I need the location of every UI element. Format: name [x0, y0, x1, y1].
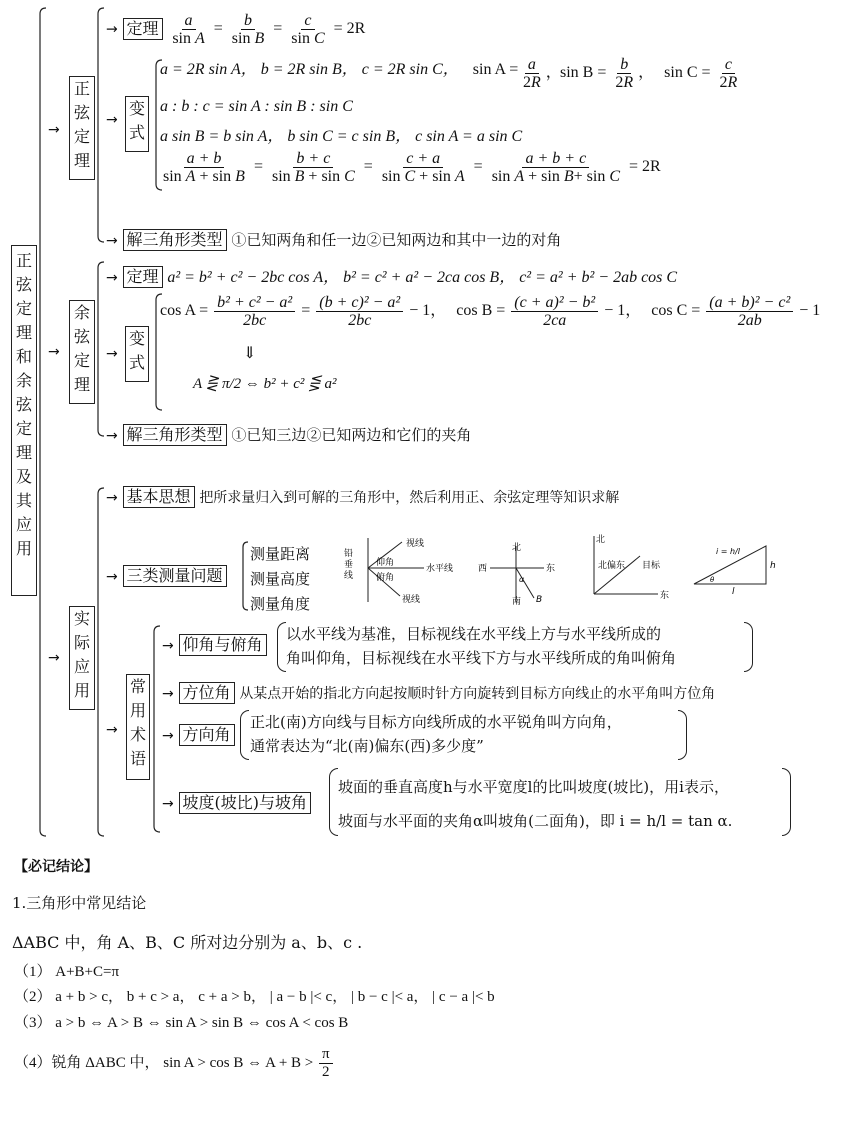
sine-theorem-label: 定理 [123, 18, 163, 40]
d3-north: 北 [596, 535, 606, 545]
d1-vertical-1: 铅 [344, 549, 354, 559]
measure-label: 三类测量问题 [123, 565, 227, 587]
elevation-depression-diagram [340, 534, 470, 606]
elevation-row: → 仰角与俯角 [162, 634, 267, 656]
d1-vertical-3: 线 [344, 571, 354, 581]
cosine-theorem-text: a² = b² + c² − 2bc cos A， b² = c² + a² − 2ca cos B， c² = a² + b² − 2ab cos C [167, 269, 678, 286]
d3-east: 东 [660, 591, 670, 601]
slope-label: 坡度(坡比)与坡角 [179, 792, 312, 814]
sine-theorem-row: → 定理 $\frac{a}{\text{sin A}}$ = $\frac{b}{\text{sin B}}$ = $\frac{c}{\text{sin C}}$ = 2R [106, 12, 366, 47]
measure-row: → 三类测量问题 [106, 565, 227, 587]
direction-text: 正北(南)方向线与目标方向线所成的水平锐角叫方向角， 通常表达为“北(南)偏东(西)多少度” [250, 713, 622, 755]
conclusions-intro: ΔABC 中，角 A、B、C 所对边分别为 a、b、c . [12, 933, 363, 952]
d1-elev: 仰角 [376, 558, 395, 568]
elevation-paren-left [277, 622, 286, 672]
cosine-theorem-label: 定理 [123, 266, 163, 288]
sine-variant-4: $\frac{a + b}{\text{sin A + sin B}}$ = $\frac{b + c}{\text{sin B + sin C}}$ = $\frac{c + a}{\text{sin C + sin A}}$ = $\frac{a + b + c}{\text{sin A + sin B+ sin C}}$ = 2R [163, 150, 661, 185]
azimuth-text: 从某点开始的指北方向起按顺时针方向旋转到目标方向线止的水平角叫方位角 [239, 686, 716, 702]
cosine-branch-box: 余 弦 定 理 [69, 300, 95, 404]
direction-paren-left [240, 710, 249, 760]
cosine-angle-relation: A ⋛ π/2 ⇔ b² + c² ⋚ a² [193, 376, 337, 392]
d2-east: 东 [546, 564, 556, 574]
sine-solve-row: → 解三角形类型 ①已知两角和任一边②已知两边和其中一边的对角 [106, 230, 562, 249]
d4-l: l [732, 587, 735, 596]
practice-branch-box: 实 际 应 用 [69, 606, 95, 710]
basic-idea-text: 把所求量归入到可解的三角形中，然后利用正、余弦定理等知识求解 [199, 490, 620, 506]
cosine-theorem-row: → 定理 a² = b² + c² − 2bc cos A， b² = c² + a² − 2ca cos B， c² = a² + b² − 2ab cos C [106, 267, 678, 286]
conclusions-header: 【必记结论】 [14, 859, 98, 875]
arrow-sine: → [48, 122, 60, 138]
sine-variant-1-frac-a: $\frac{a}{2R}$ ， [523, 56, 562, 91]
sine-variant-2: a : b : c = sin A : sin B : sin C [160, 98, 353, 115]
elevation-text: 以水平线为基准，目标视线在水平线上方与水平线所成的 角叫仰角，目标视线在水平线下方与水平线所成的角叫俯角 [286, 625, 677, 667]
conclusion-3: （3） a > b ⇔ A > B ⇔ sin A > sin B ⇔ cos A < cos B [14, 1015, 349, 1031]
measure-item: 测量角度 [250, 595, 311, 613]
cosine-solve-row: → 解三角形类型 ①已知三边②已知两边和它们的夹角 [106, 425, 472, 444]
d2-south: 南 [512, 597, 522, 606]
conclusion-2: （2） a + b > c， b + c > a， c + a > b， | a − b |< c， | b − c |< a， | c − a |< b [14, 989, 495, 1005]
sine-solve-text: ①已知两角和任一边②已知两边和其中一边的对角 [231, 231, 562, 249]
implies-symbol: ⇓ [243, 345, 257, 362]
direction-angle-diagram [476, 540, 566, 606]
slope-text: 坡面的垂直高度h与水平宽度l的比叫坡度(坡比)，用i表示， 坡面与水平面的夹角α叫坡角(二面角)，即 i = h/l = tan α. [338, 778, 733, 830]
cosine-variant-arrow: → [106, 346, 118, 362]
arrow-practice: → [48, 650, 60, 666]
d3-target: 目标 [642, 561, 661, 571]
basic-idea-label: 基本思想 [123, 486, 195, 508]
sine-solve-label: 解三角形类型 [123, 229, 227, 251]
terms-box: 常 用 术 语 [126, 674, 150, 780]
d1-sight-up: 视线 [406, 539, 425, 549]
slope-paren-left [329, 768, 338, 836]
slope-row: → 坡度(坡比)与坡角 [162, 792, 311, 814]
slope-diagram [686, 540, 782, 596]
direction-paren-right [678, 710, 687, 760]
elevation-paren-right [744, 622, 753, 672]
elevation-label: 仰角与俯角 [179, 634, 267, 656]
d2-alpha: α [519, 575, 525, 584]
terms-arrow: → [106, 722, 118, 738]
measure-item: 测量高度 [250, 570, 311, 588]
measure-items [250, 542, 310, 617]
direction-row: → 方向角 [162, 724, 235, 746]
arrow-cosine: → [48, 344, 60, 360]
d4-formula: i = h/l [716, 547, 740, 556]
slope-paren-right [782, 768, 791, 836]
conclusion-1: （1） A+B+C=π [14, 964, 120, 980]
cosine-variant-box: 变 式 [125, 326, 149, 382]
basic-idea-row: → 基本思想 把所求量归入到可解的三角形中，然后利用正、余弦定理等知识求解 [106, 487, 620, 506]
azimuth-row: → 方位角 从某点开始的指北方向起按顺时针方向旋转到目标方向线止的水平角叫方位角 [162, 683, 716, 702]
azimuth-label: 方位角 [179, 682, 235, 704]
sine-branch-box: 正 弦 定 理 [69, 76, 95, 180]
d3-bearing: 北偏东 [598, 561, 626, 571]
direction-label: 方向角 [179, 724, 235, 746]
sine-variant-1-sinB: sin B = $\frac{b}{2R}$ ， sin C = $\frac{c}{2R}$ [560, 56, 738, 91]
d2-west: 西 [478, 564, 488, 574]
cosine-solve-label: 解三角形类型 [123, 424, 227, 446]
cosine-solve-text: ①已知三边②已知两边和它们的夹角 [231, 426, 472, 444]
sine-variant-arrow: → [106, 112, 118, 128]
d4-h: h [770, 561, 776, 571]
sine-variant-box: 变 式 [125, 96, 149, 152]
d1-sight-down: 视线 [402, 595, 421, 605]
bearing-diagram [584, 532, 676, 602]
d2-point: B [536, 595, 543, 605]
d1-dep: 俯角 [376, 573, 395, 583]
sine-theorem-tail: = 2R [333, 20, 366, 38]
d1-horizontal: 水平线 [426, 564, 454, 574]
sine-variant-3: a sin B = b sin A， b sin C = c sin B， c sin A = a sin C [160, 128, 523, 145]
d1-vertical-2: 垂 [344, 560, 354, 570]
sine-variant-1: a = 2R sin A， b = 2R sin B， c = 2R sin C， sin A = [160, 61, 519, 78]
cosine-variant-fractions: cos A = $\frac{\text{b² + c² − a²}}{2bc}$ = $\frac{\text{(b + c)² − a²}}{2bc}$ − 1， cos B = $\frac{\text{(c + a)² − b²}}{2ca}$ − 1， cos C = $\frac{\text{(a + b)² − c²}}{2ab}$ − 1 [160, 294, 821, 329]
root-title-box: 正 弦 定 理 和 余 弦 定 理 及 其 应 用 [11, 245, 37, 596]
conclusions-item1: 1.三角形中常见结论 [12, 894, 147, 912]
conclusion-4: （4）锐角 ΔABC 中， sin A > cos B ⇔ A + B > $\frac{\pi}{2}$ [14, 1046, 335, 1081]
measure-item: 测量距离 [250, 545, 311, 563]
d4-theta: θ [710, 576, 715, 584]
d2-north: 北 [512, 543, 522, 553]
